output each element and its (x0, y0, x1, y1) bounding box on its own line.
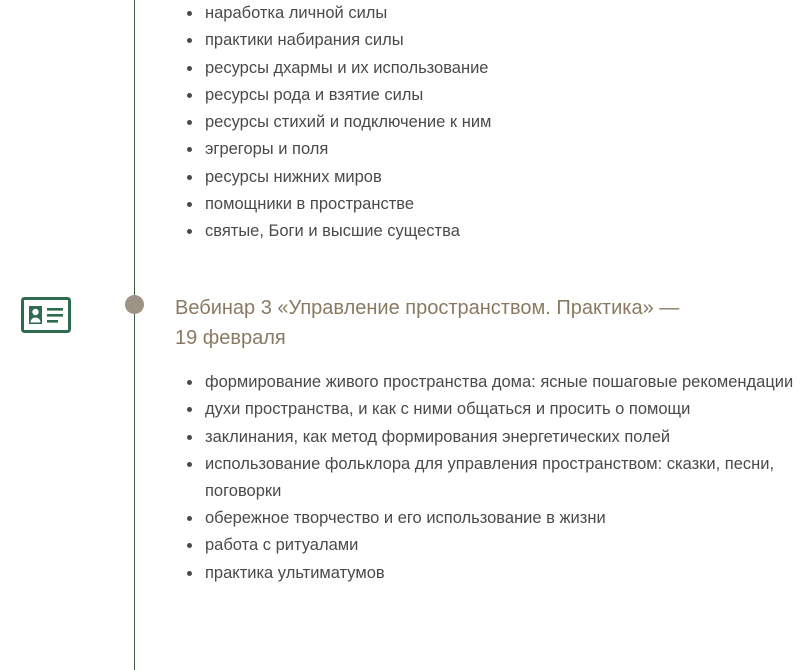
list-item: святые, Боги и высшие существа (175, 218, 795, 245)
list-item: работа с ритуалами (175, 532, 795, 559)
list-item: формирование живого пространства дома: ясные пошаговые рекомендации (175, 369, 795, 396)
content-column (175, 0, 795, 587)
timeline-line (134, 0, 135, 670)
list-item: обережное творчество и его использование в жизни (175, 505, 795, 532)
list-item: ресурсы дхармы и их использование (175, 55, 795, 82)
list-item: помощники в пространстве (175, 191, 795, 218)
list-item: наработка личной силы (175, 0, 795, 27)
timeline-dot-icon (125, 295, 144, 314)
section-title: Вебинар 3 «Управление пространством. Практика» — 19 февраля (175, 297, 680, 350)
list-item: ресурсы нижних миров (175, 164, 795, 191)
top-bullet-list (175, 0, 795, 245)
list-item: использование фольклора для управления пространством: сказки, песни, поговорки (175, 451, 795, 505)
webinar-section (175, 293, 795, 586)
list-item: эгрегоры и поля (175, 136, 795, 163)
section-bullet-list (175, 369, 795, 586)
list-item: ресурсы стихий и подключение к ним (175, 109, 795, 136)
list-item: ресурсы рода и взятие силы (175, 82, 795, 109)
list-item: заклинания, как метод формирования энергетических полей (175, 424, 795, 451)
list-item: практика ультиматумов (175, 560, 795, 587)
list-item: практики набирания силы (175, 27, 795, 54)
list-item: духи пространства, и как с ними общаться и просить о помощи (175, 396, 795, 423)
id-card-icon (21, 297, 71, 333)
